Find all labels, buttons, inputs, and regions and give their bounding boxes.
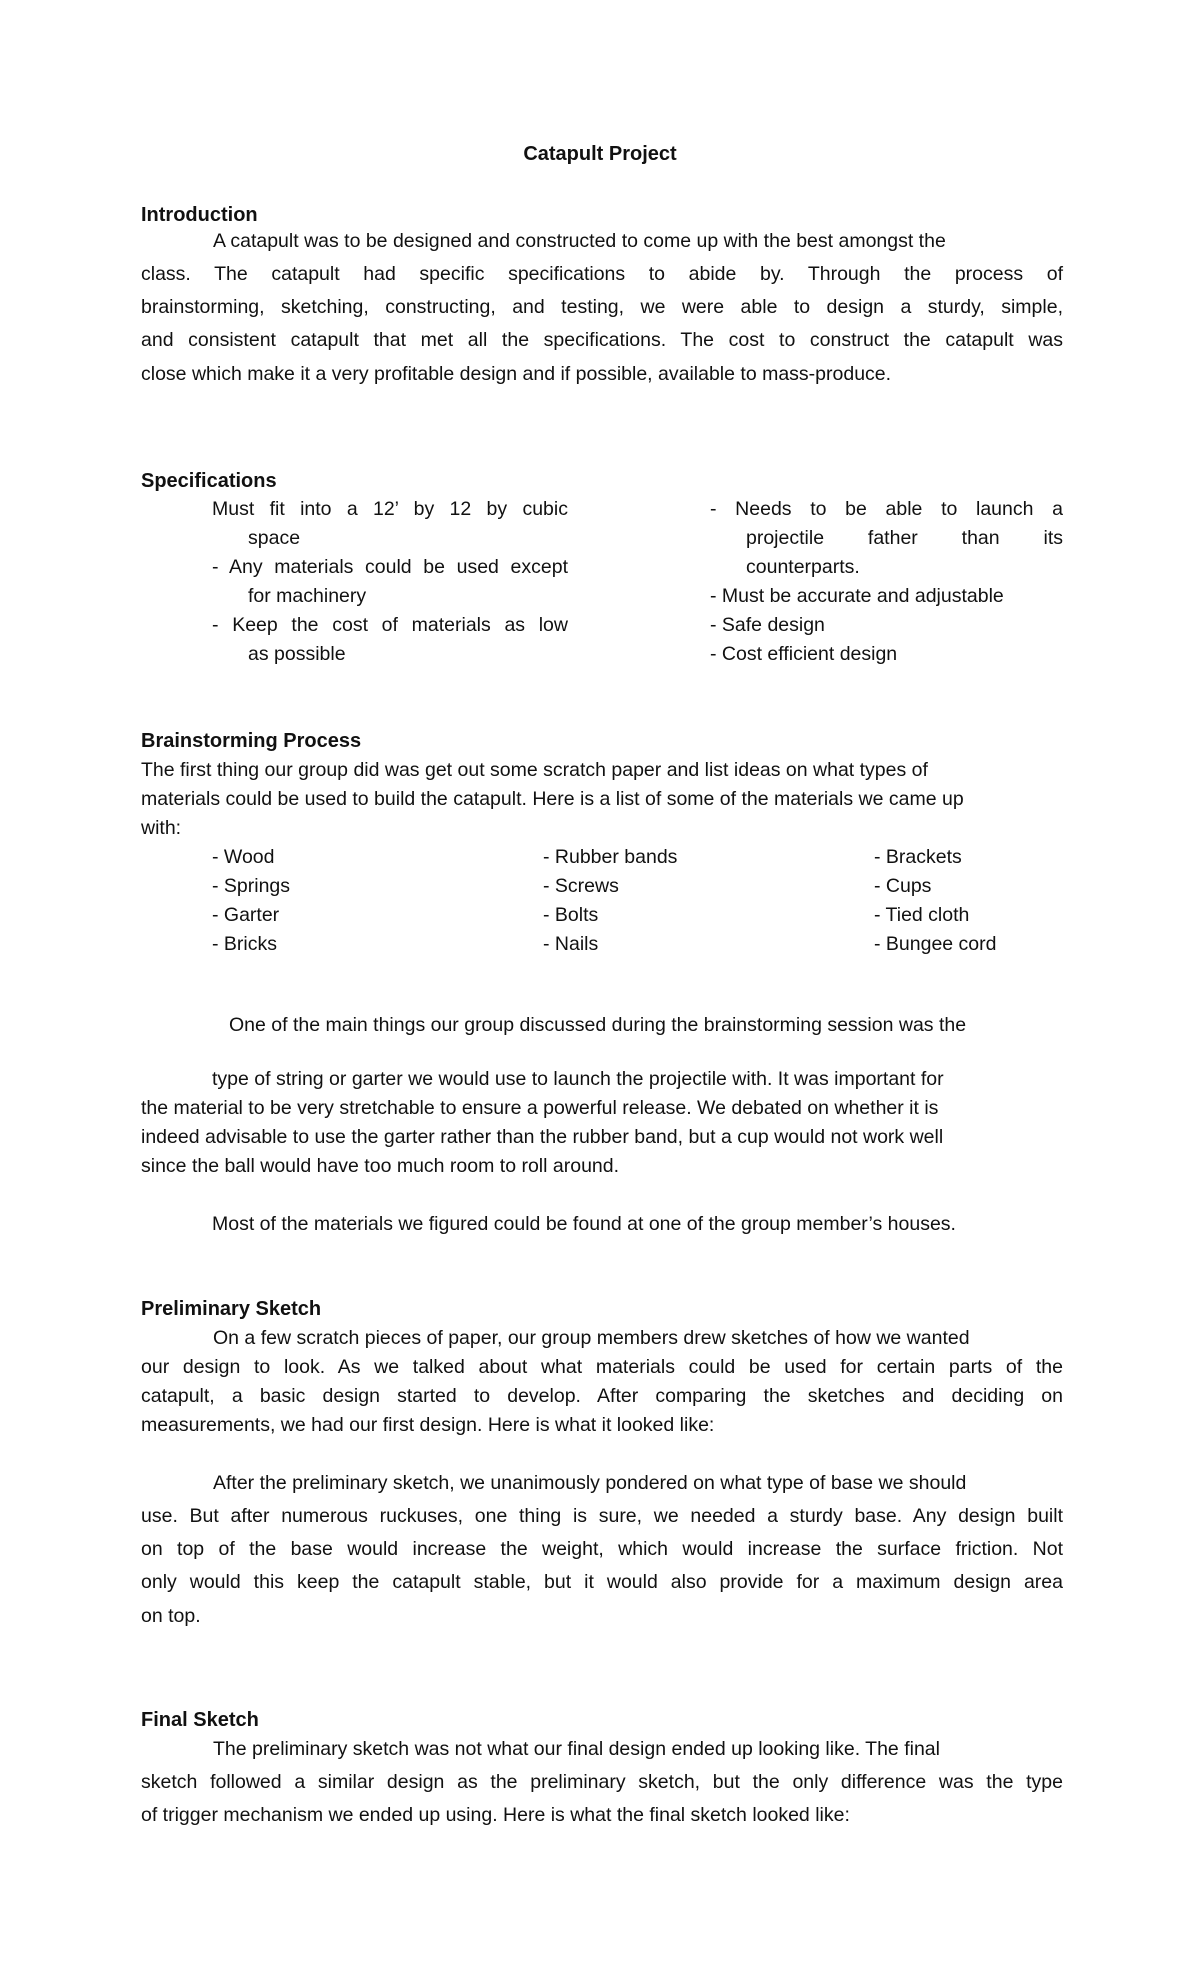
- paragraph-line: materials could be used to build the catapult. Here is a list of some of the materials we came up: [141, 788, 964, 810]
- spec-item: for machinery: [248, 585, 367, 607]
- paragraph-line: A catapult was to be designed and constructed to come up with the best amongst the: [213, 230, 946, 252]
- material-item: - Bricks: [212, 933, 277, 955]
- introduction-heading: Introduction: [141, 204, 258, 226]
- paragraph-line: brainstorming, sketching, constructing, and testing, we were able to design a sturdy, simple,: [141, 296, 1063, 318]
- spec-item: - Cost efficient design: [710, 643, 898, 665]
- spec-item: Must fit into a 12’ by 12 by cubic: [212, 498, 568, 520]
- paragraph-line: and consistent catapult that met all the specifications. The cost to construct the catapult was: [141, 329, 1063, 351]
- page-title: Catapult Project: [523, 143, 677, 165]
- paragraph-line: with:: [141, 817, 182, 839]
- material-item: - Bungee cord: [874, 933, 997, 955]
- paragraph-line: our design to look. As we talked about what materials could be used for certain parts of the: [141, 1356, 1063, 1378]
- paragraph-line: close which make it a very profitable design and if possible, available to mass-produce.: [141, 363, 892, 385]
- paragraph-line: class. The catapult had specific specifications to abide by. Through the process of: [141, 263, 1063, 285]
- material-item: - Wood: [212, 846, 275, 868]
- spec-item: - Safe design: [710, 614, 825, 636]
- spec-item: - Keep the cost of materials as low: [212, 614, 568, 636]
- spec-item: space: [248, 527, 301, 549]
- material-item: - Garter: [212, 904, 280, 926]
- specifications-heading: Specifications: [141, 470, 277, 492]
- spec-item: projectile father than its: [746, 527, 1063, 549]
- paragraph-line: on top of the base would increase the weight, which would increase the surface friction. Not: [141, 1538, 1063, 1560]
- spec-item: - Any materials could be used except: [212, 556, 568, 578]
- material-item: - Brackets: [874, 846, 962, 868]
- material-item: - Rubber bands: [543, 846, 678, 868]
- paragraph-line: catapult, a basic design started to develop. After comparing the sketches and deciding on: [141, 1385, 1063, 1407]
- paragraph-line: indeed advisable to use the garter rather than the rubber band, but a cup would not work well: [141, 1126, 944, 1148]
- brainstorming-heading: Brainstorming Process: [141, 730, 362, 752]
- material-item: - Springs: [212, 875, 291, 897]
- material-item: - Cups: [874, 875, 932, 897]
- paragraph-line: The first thing our group did was get out some scratch paper and list ideas on what types of: [141, 759, 928, 781]
- material-item: - Tied cloth: [874, 904, 970, 926]
- paragraph-line: Most of the materials we figured could be found at one of the group member’s houses.: [212, 1213, 956, 1235]
- paragraph-line: use. But after numerous ruckuses, one thing is sure, we needed a sturdy base. Any design built: [141, 1505, 1063, 1527]
- spec-item: - Needs to be able to launch a: [710, 498, 1063, 520]
- material-item: - Screws: [543, 875, 619, 897]
- final-sketch-heading: Final Sketch: [141, 1709, 259, 1731]
- material-item: - Bolts: [543, 904, 599, 926]
- paragraph-line: only would this keep the catapult stable, but it would also provide for a maximum design area: [141, 1571, 1063, 1593]
- preliminary-sketch-heading: Preliminary Sketch: [141, 1298, 322, 1320]
- spec-item: - Must be accurate and adjustable: [710, 585, 1004, 607]
- paragraph-line: the material to be very stretchable to ensure a powerful release. We debated on whether it is: [141, 1097, 939, 1119]
- paragraph-line: measurements, we had our first design. Here is what it looked like:: [141, 1414, 715, 1436]
- paragraph-line: since the ball would have too much room to roll around.: [141, 1155, 620, 1177]
- material-item: - Nails: [543, 933, 599, 955]
- paragraph-line: The preliminary sketch was not what our final design ended up looking like. The final: [213, 1738, 940, 1760]
- paragraph-line: of trigger mechanism we ended up using. Here is what the final sketch looked like:: [141, 1804, 850, 1826]
- spec-item: counterparts.: [746, 556, 860, 578]
- paragraph-line: On a few scratch pieces of paper, our group members drew sketches of how we wanted: [213, 1327, 970, 1349]
- paragraph-line: on top.: [141, 1605, 201, 1627]
- paragraph-line: sketch followed a similar design as the preliminary sketch, but the only difference was the type: [141, 1771, 1063, 1793]
- spec-item: as possible: [248, 643, 346, 665]
- paragraph-line: One of the main things our group discussed during the brainstorming session was the: [229, 1014, 967, 1036]
- paragraph-line: After the preliminary sketch, we unanimously pondered on what type of base we should: [213, 1472, 967, 1494]
- paragraph-line: type of string or garter we would use to launch the projectile with. It was important for: [212, 1068, 944, 1090]
